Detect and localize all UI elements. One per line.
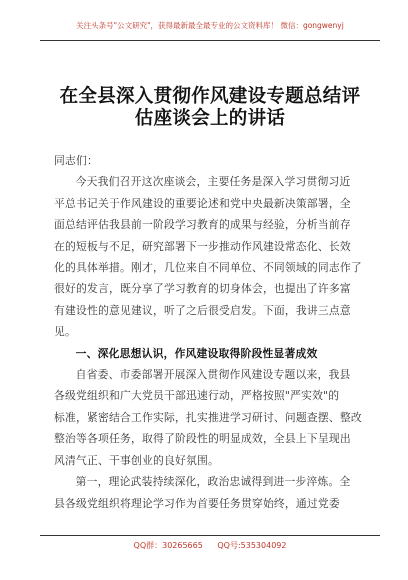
title-line-1: 在全县深入贯彻作风建设专题总结评	[59, 86, 361, 107]
intro-line: 见。	[54, 325, 76, 339]
section-line: 整治等各项任务，取得了阶段性的明显成效，全县上下呈现出	[54, 432, 351, 446]
footer-divider	[40, 535, 380, 536]
point-line: 县各级党组织将理论学习作为首要任务贯穿始终，通过党委	[54, 496, 340, 510]
section-paragraph	[54, 364, 368, 471]
section-line: 标准，紧密结合工作实际，扎实推进学习研讨、问题查摆、整改	[54, 410, 362, 424]
contact-footer	[40, 540, 380, 551]
qq-number-text: QQ号:535304092	[217, 541, 287, 550]
intro-line: 平总书记关于作风建设的重要论述和党中央最新决策部署，全	[54, 196, 351, 210]
document-title	[40, 86, 380, 130]
point-line: 第一，理论武装持续深化，政治忠诚得到进一步淬炼。全	[75, 475, 351, 489]
header-divider	[40, 40, 380, 41]
intro-line: 面总结评估我县前一阶段学习教育的成果与经验，分析当前存	[54, 218, 351, 232]
section-line: 各级党组织和广大党员干部迅速行动，严格按照"严实效"的	[54, 389, 340, 403]
intro-line: 化的具体举措。刚才，几位来自不同单位、不同领域的同志作了	[54, 261, 362, 275]
promo-header: 关注头条号"公文研究"，获得最新最全最专业的公文资料库！ 微信：gongwenyj	[76, 21, 344, 30]
document-body	[54, 150, 368, 514]
qq-group-text: QQ群：30265665	[133, 541, 203, 550]
section-line: 自省委、市委部署开展深入贯彻作风建设专题以来，我县	[75, 368, 351, 382]
intro-line: 有建设性的意见建议，听了之后很受启发。下面，我讲三点意	[54, 303, 351, 317]
section-heading: 一、深化思想认识，作风建设取得阶段性显著成效	[75, 346, 318, 360]
title-line-2: 估座谈会上的讲话	[134, 108, 286, 129]
intro-line: 今天我们召开这次座谈会，主要任务是深入学习贯彻习近	[75, 175, 351, 189]
point-paragraph	[54, 471, 368, 514]
intro-paragraph	[54, 171, 368, 342]
intro-line: 很好的发言，既分享了学习教育的切身体会，也提出了许多富	[54, 282, 351, 296]
salutation: 同志们：	[54, 154, 98, 167]
section-line: 风清气正、干事创业的良好氛围。	[54, 453, 219, 467]
intro-line: 在的短板与不足，研究部署下一步推动作风建设常态化、长效	[54, 239, 351, 253]
